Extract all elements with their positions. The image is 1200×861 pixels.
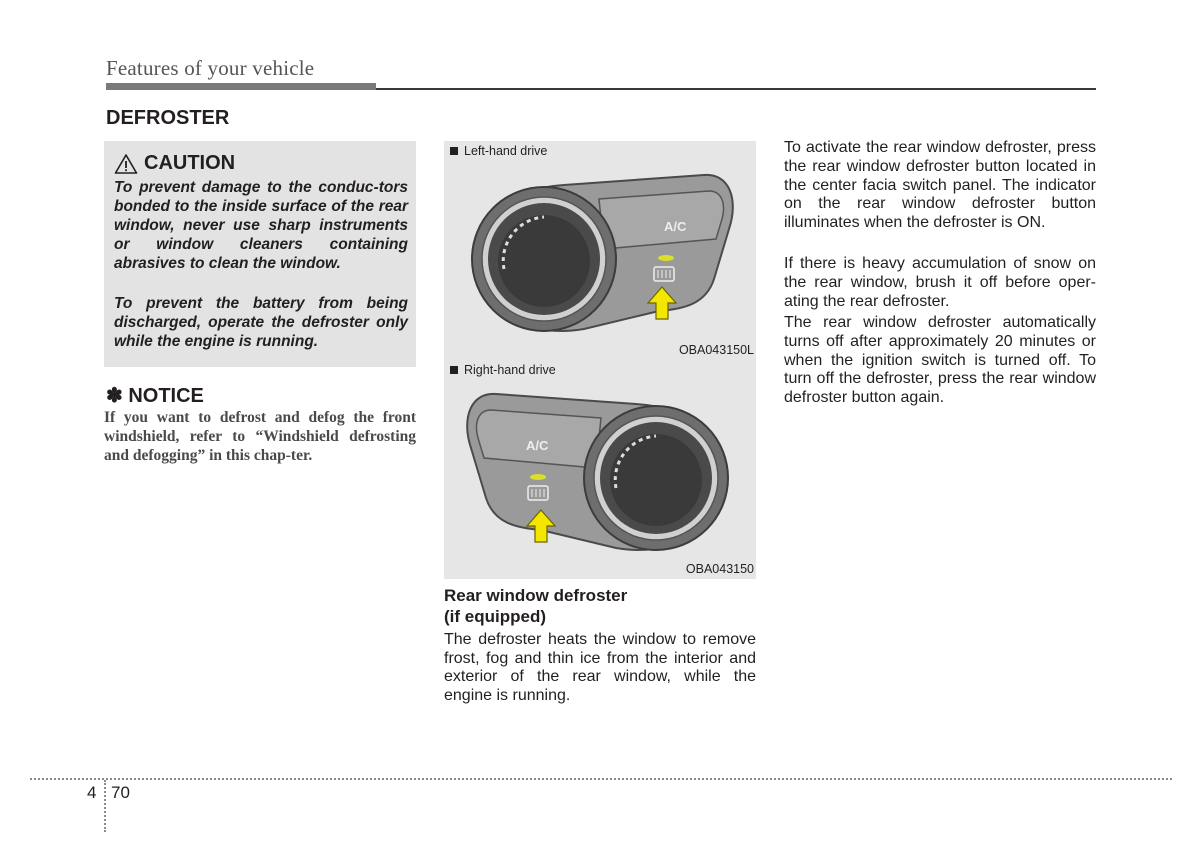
rear-defroster-heading-line2: (if equipped) bbox=[444, 607, 546, 626]
figure-left-hand-drive bbox=[444, 141, 756, 360]
figure-caption bbox=[450, 363, 556, 377]
caution-paragraph-2: To prevent the battery from being discharged, operate the defroster only while the engine is running. bbox=[114, 295, 408, 350]
caution-heading bbox=[114, 152, 235, 175]
footer-vertical-divider bbox=[104, 780, 106, 832]
right-paragraph-1: To activate the rear window defroster, press the rear window defroster button located in the center facia switch panel. The indicator on the rear window defroster button illuminates when the defroster is ON. bbox=[784, 139, 1096, 232]
figure-caption-text: Right-hand drive bbox=[464, 363, 556, 377]
header-rule-accent bbox=[106, 83, 376, 90]
page-number: 70 bbox=[111, 783, 130, 802]
footer-divider bbox=[30, 778, 1172, 780]
figure-code: OBA043150 bbox=[685, 562, 754, 576]
right-paragraph-2: If there is heavy accumulation of snow on the rear window, brush it off before oper-ating the rear defroster. bbox=[784, 255, 1096, 310]
right-paragraph-3: The rear window defroster automatically turns off after approximately 20 minutes or when the ignition switch is turned off. To turn off the defroster, press the rear window defroster button again. bbox=[784, 314, 1096, 407]
ac-button-label: A/C bbox=[526, 438, 549, 453]
section-title: DEFROSTER bbox=[106, 107, 230, 129]
notice-heading: ✽ NOTICE bbox=[106, 385, 204, 407]
bullet-square-icon bbox=[450, 366, 458, 374]
figure-caption-text: Left-hand drive bbox=[464, 144, 548, 158]
rear-defroster-description: The defroster heats the window to remove frost, fog and thin ice from the interior and exterior of the rear window, while the engine is running. bbox=[444, 631, 756, 704]
rear-defroster-heading bbox=[444, 585, 756, 627]
control-panel-illustration bbox=[444, 159, 756, 339]
page-header-title: Features of your vehicle bbox=[106, 56, 315, 80]
figure-right-hand-drive bbox=[444, 360, 756, 579]
notice-text: If you want to defrost and defog the front windshield, refer to “Windshield defrosting and defogging” in this chap-ter. bbox=[104, 409, 416, 464]
page-chapter-number: 4 bbox=[87, 783, 97, 802]
control-panel-illustration bbox=[444, 378, 756, 558]
figure-caption bbox=[450, 144, 547, 158]
caution-paragraph-1: To prevent damage to the conduc-tors bonded to the inside surface of the rear window, never use sharp instruments or window cleaners containing abrasives to clean the window. bbox=[114, 179, 408, 272]
rear-defroster-heading-line1: Rear window defroster bbox=[444, 586, 628, 605]
ac-button-label: A/C bbox=[664, 219, 687, 234]
caution-heading-label: CAUTION bbox=[144, 152, 236, 174]
warning-triangle-icon bbox=[114, 153, 138, 175]
bullet-square-icon bbox=[450, 147, 458, 155]
figure-code: OBA043150L bbox=[678, 343, 754, 357]
